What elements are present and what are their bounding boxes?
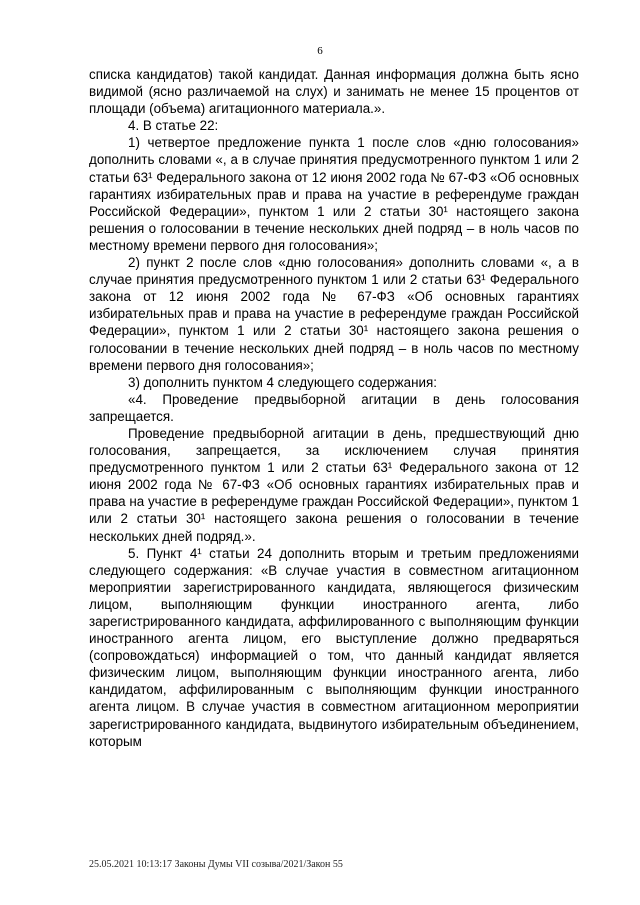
paragraph-quoted-point-4-cont: Проведение предвыборной агитации в день, предшествующий дню голосования, запрещается, за исключением случая принятия предусмотренного пунктом 1 или 2 статьи 63¹ Федерального закона от 12 июня 2002 года № 67-ФЗ «Об основных гарантиях избирательных прав и права на участие в референдуме граждан Российской Федерации», пунктом 1 или 2 статьи 30¹ настоящего закона решения о голосовании в течение нескольких дней подряд.». [89,425,579,544]
paragraph-item-5: 5. Пункт 4¹ статьи 24 дополнить вторым и третьим предложениями следующего содержания: «В случае участия в совместном агитационном мероприятии зарегистрированного кандидата, являющегося физическим лицом, выполняющим функции иностранного агента, либо зарегистрированного кандидата, аффилированного с выполняющим функции иностранного агента лицом, его выступление должно предваряться (сопровождаться) информацией о том, что данный кандидат является физическим лицом, выполняющим функции иностранного агента, либо кандидатом, аффилированным с выполняющим функции иностранного агента лицом. В случае участия в совместном агитационном мероприятии зарегистрированного кандидата, выдвинутого избирательным объединением, которым [89,545,579,749]
page-number: 6 [317,45,323,57]
paragraph-quoted-point-4: «4. Проведение предвыборной агитации в день голосования запрещается. [89,391,579,424]
paragraph-item-4: 4. В статье 22: [128,118,219,134]
paragraph-subitem-1: 1) четвертое предложение пункта 1 после слов «дню голосования» дополнить словами «, а в случае принятия предусмотренного пунктом 1 или 2 статьи 63¹ Федерального закона от 12 июня 2002 года № 67-ФЗ «Об основных гарантиях избирательных прав и права на участие в референдуме граждан Российской Федерации», пунктом 1 или 2 статьи 30¹ настоящего закона решения о голосовании в течение нескольких дней подряд – в ноль часов по местному времени первого дня голосования»; [89,135,579,253]
paragraph-subitem-3: 3) дополнить пунктом 4 следующего содержания: [128,374,437,390]
paragraph-continuation: списка кандидатов) такой кандидат. Данная информация должна быть ясно видимой (ясно различаемой на слух) и занимать не менее 15 процентов от площади (объема) агитационного материала.». [89,67,579,117]
document-body [89,66,579,750]
footer-stamp: 25.05.2021 10:13:17 Законы Думы VII созыва/2021/Закон 55 [89,859,343,870]
paragraph-subitem-2: 2) пункт 2 после слов «дню голосования» дополнить словами «, а в случае принятия предусмотренного пунктом 1 или 2 статьи 63¹ Федерального закона от 12 июня 2002 года № 67-ФЗ «Об основных гарантиях избирательных прав и права на участие в референдуме граждан Российской Федерации», пунктом 1 или 2 статьи 30¹ настоящего закона решения о голосовании в течение нескольких дней подряд – в ноль часов по местному времени первого дня голосования»; [89,255,579,373]
